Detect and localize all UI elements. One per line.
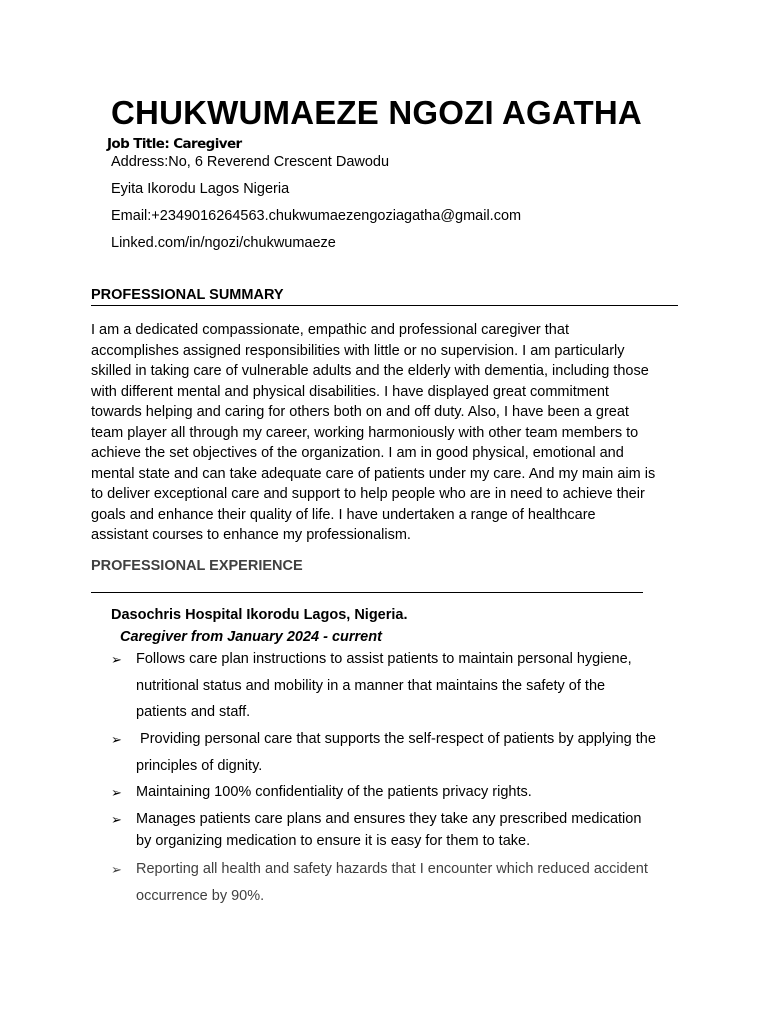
candidate-name: CHUKWUMAEZE NGOZI AGATHA: [111, 94, 642, 131]
summary-line: mental state and can take adequate care of patients under my care. And my main aim is: [91, 465, 656, 482]
contact-address-line-1: Address:No, 6 Reverend Crescent Dawodu: [111, 154, 390, 170]
bullet-line: occurrence by 90%.: [136, 888, 265, 904]
contact-address-line-2: Eyita Ikorodu Lagos Nigeria: [111, 181, 290, 197]
job-role-dates: Caregiver from January 2024 - current: [120, 629, 382, 645]
summary-paragraph: [91, 320, 691, 546]
arrow-bullet-icon: ➢: [111, 862, 122, 877]
summary-line: team player all through my career, working harmoniously with other team members to: [91, 424, 639, 441]
bullet-line: nutritional status and mobility in a manner that maintains the safety of the: [136, 678, 606, 694]
summary-line: accomplishes assigned responsibilities with little or no supervision. I am particularly: [91, 342, 625, 359]
bullet-line: by organizing medication to ensure it is easy for them to take.: [136, 833, 531, 849]
summary-heading: PROFESSIONAL SUMMARY: [91, 287, 284, 303]
arrow-bullet-icon: ➢: [111, 732, 122, 747]
contact-email: Email:+2349016264563.chukwumaezengoziagatha@gmail.com: [111, 208, 522, 224]
experience-heading: PROFESSIONAL EXPERIENCE: [91, 558, 303, 574]
experience-divider: [91, 592, 643, 593]
summary-line: towards helping and caring for others both on and off duty. Also, I have been a great: [91, 404, 629, 420]
bullet-line: patients and staff.: [136, 704, 251, 720]
bullet-line: Follows care plan instructions to assist patients to maintain personal hygiene,: [136, 651, 632, 667]
summary-line: with different mental and physical disabilities. I have displayed great commitment: [91, 383, 609, 400]
bullet-line: Manages patients care plans and ensures they take any prescribed medication: [136, 811, 642, 827]
arrow-bullet-icon: ➢: [111, 812, 122, 827]
bullet-line: Providing personal care that supports the self-respect of patients by applying the: [136, 731, 656, 747]
bullet-line: principles of dignity.: [136, 758, 263, 774]
arrow-bullet-icon: ➢: [111, 652, 122, 667]
summary-divider: [91, 305, 678, 306]
summary-line: skilled in taking care of vulnerable adults and the elderly with dementia, including those: [91, 363, 649, 379]
summary-line: goals and enhance their quality of life. I have undertaken a range of healthcare: [91, 506, 596, 523]
summary-line: achieve the set objectives of the organization. I am in good physical, emotional and: [91, 445, 624, 461]
bullet-line: Reporting all health and safety hazards that I encounter which reduced accident: [136, 861, 648, 877]
employer-name: Dasochris Hospital Ikorodu Lagos, Nigeria.: [111, 607, 408, 623]
bullet-line: Maintaining 100% confidentiality of the patients privacy rights.: [136, 784, 532, 800]
job-title: Job Title: Caregiver: [107, 136, 242, 152]
summary-line: I am a dedicated compassionate, empathic and professional caregiver that: [91, 322, 569, 338]
contact-linkedin: Linked.com/in/ngozi/chukwumaeze: [111, 235, 336, 251]
summary-line: to deliver exceptional care and support to help people who are in need to achieve their: [91, 486, 645, 502]
arrow-bullet-icon: ➢: [111, 785, 122, 800]
summary-line: assistant courses to enhance my professionalism.: [91, 527, 411, 543]
